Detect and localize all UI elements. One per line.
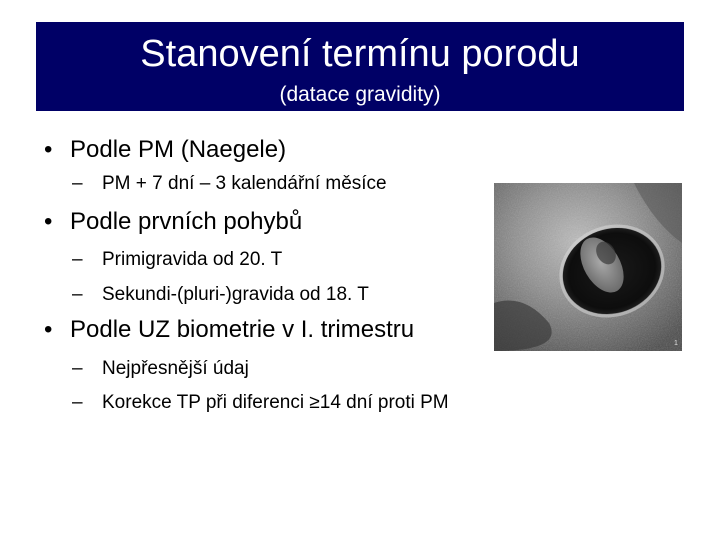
sub-bullet-text: Nejpřesnější údaj: [102, 358, 249, 379]
sub-bullet-item: [72, 283, 369, 307]
sub-bullet-marker: –: [72, 173, 83, 194]
bullet-item: [44, 135, 286, 165]
sub-bullet-text: Primigravida od 20. T: [102, 249, 283, 270]
sub-bullet-item: [72, 391, 449, 415]
title-banner: [36, 22, 684, 111]
sub-bullet-marker: –: [72, 392, 83, 413]
sub-bullet-marker: –: [72, 358, 83, 379]
bullet-marker: •: [44, 316, 53, 343]
sub-bullet-marker: –: [72, 249, 83, 270]
bullet-marker: •: [44, 136, 53, 163]
bullet-text: Podle PM (Naegele): [70, 136, 287, 163]
sub-bullet-item: [72, 357, 249, 381]
ultrasound-image: [494, 183, 682, 351]
bullet-text: Podle prvních pohybů: [70, 208, 303, 235]
sub-bullet-marker: –: [72, 284, 83, 305]
bullet-text: Podle UZ biometrie v I. trimestru: [70, 316, 415, 343]
slide-subtitle: (datace gravidity): [279, 83, 441, 106]
bullet-item: [44, 207, 302, 237]
sub-bullet-text: PM + 7 dní – 3 kalendářní měsíce: [102, 173, 387, 194]
slide-title: Stanovení termínu porodu: [140, 33, 580, 75]
sub-bullet-item: [72, 172, 387, 196]
bullet-marker: •: [44, 208, 53, 235]
sub-bullet-text: Sekundi-(pluri-)gravida od 18. T: [102, 284, 369, 305]
bullet-item: [44, 315, 414, 345]
sub-bullet-text: Korekce TP při diferenci ≥14 dní proti PM: [102, 392, 449, 413]
sub-bullet-item: [72, 248, 282, 272]
svg-text:1: 1: [674, 340, 678, 347]
